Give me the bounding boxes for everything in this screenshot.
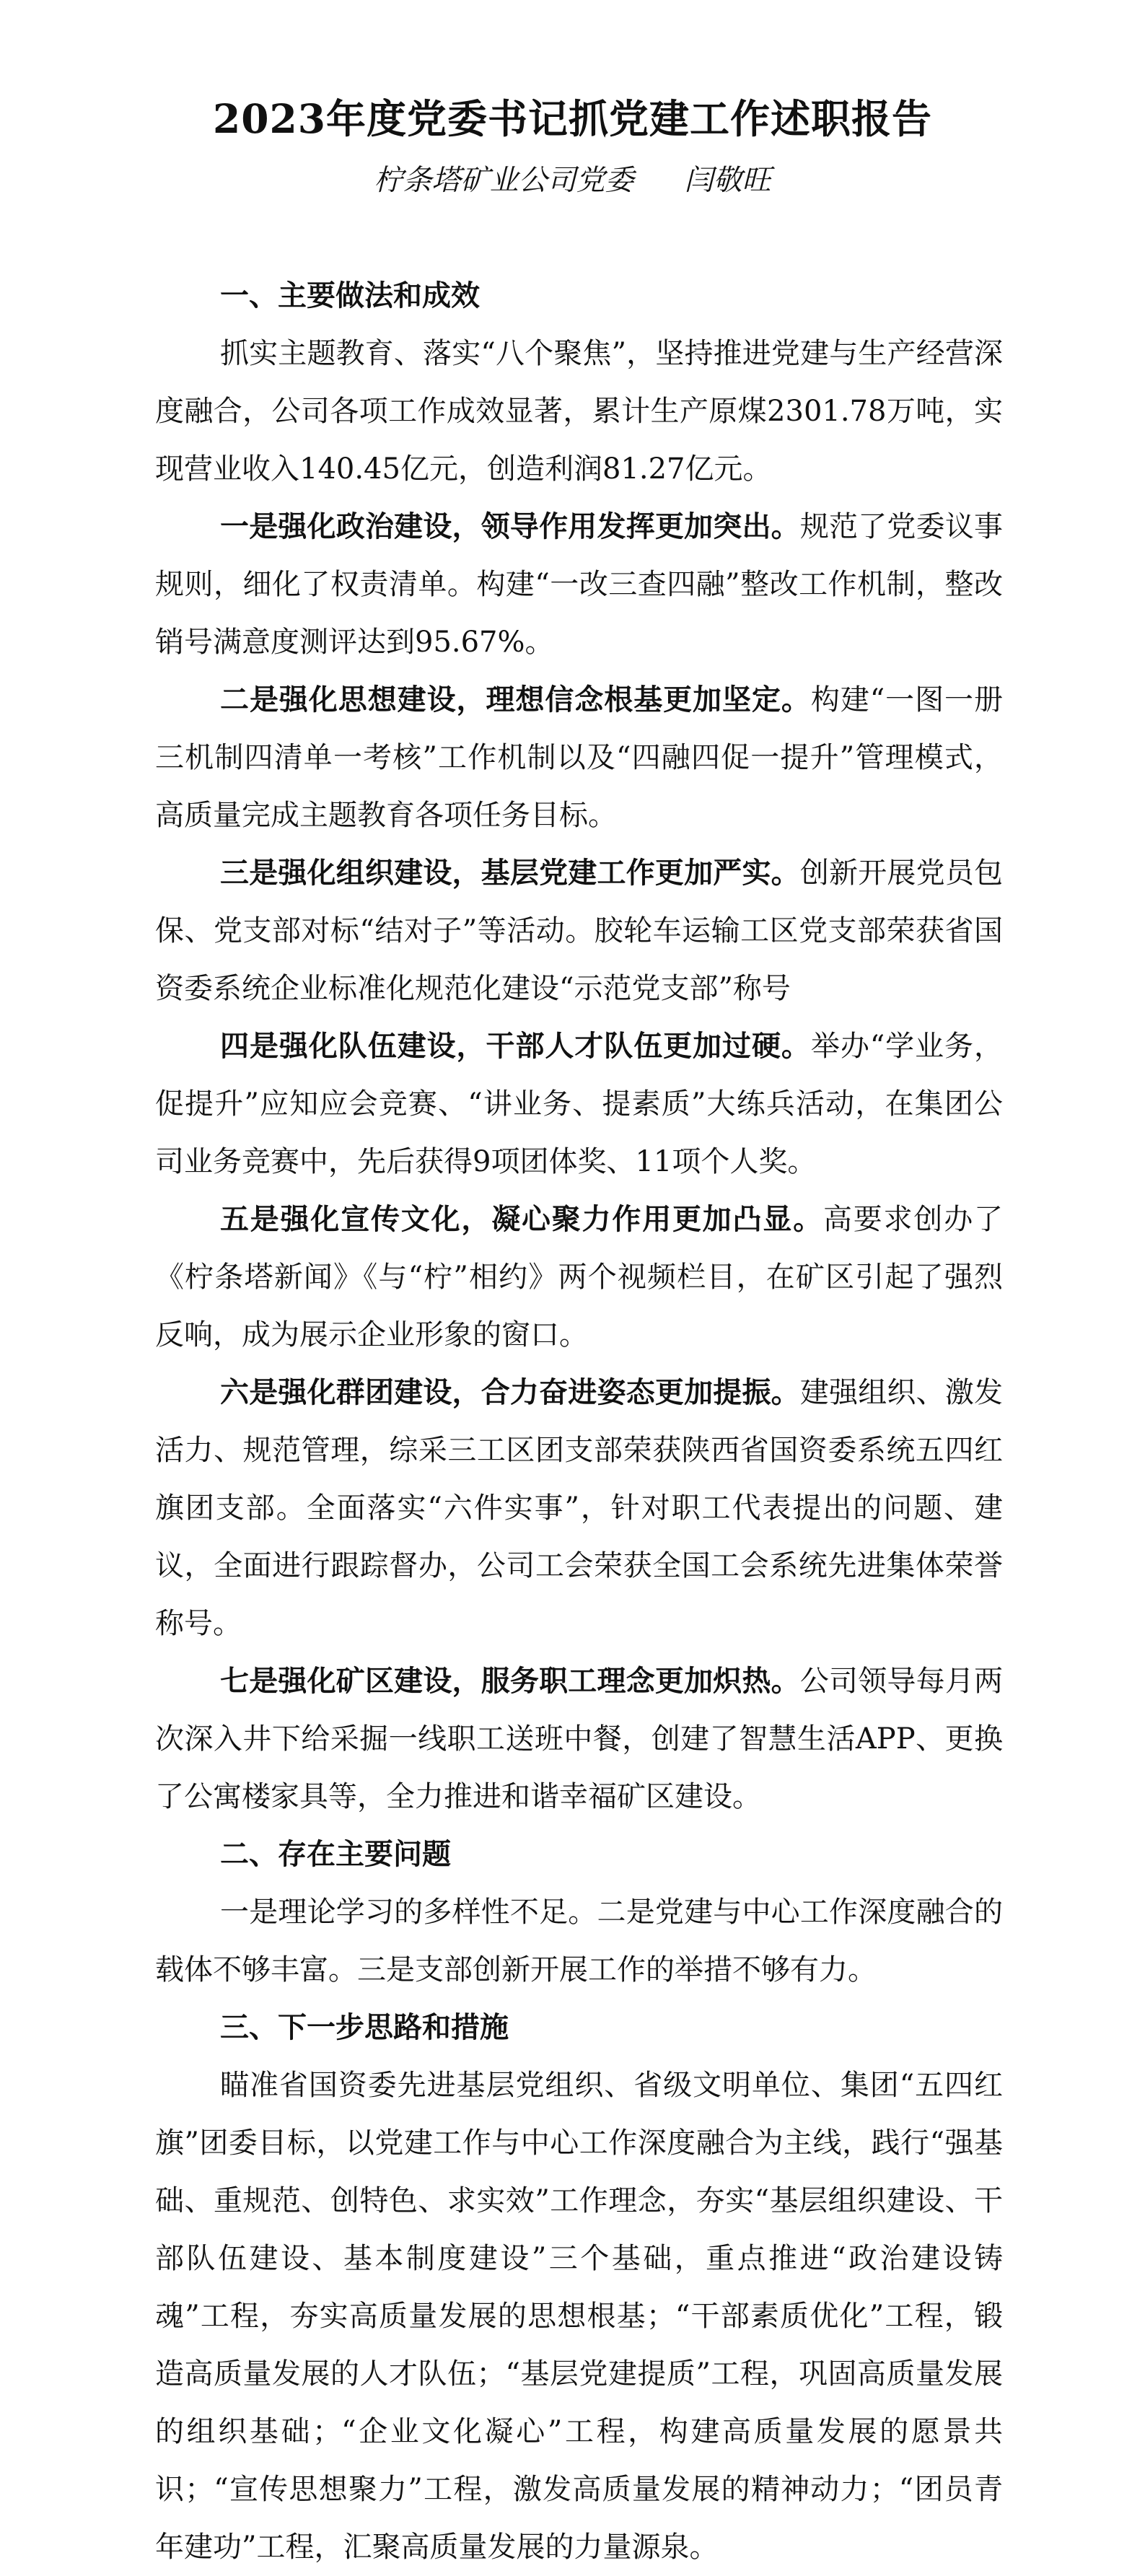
paragraph-item-6 [155,1364,1003,1652]
item-text: 构建“一图一册三机制四清单一考核”工作机制以及“四融四促一提升”管理模式，高质量完成主题教育各项任务目标。 [155,683,1004,832]
item-text: 高要求创办了《柠条塔新闻》《与“柠”相约》两个视频栏目，在矿区引起了强烈反响，成为展示企业形象的窗口。 [155,1203,1004,1351]
section-heading-next-steps: 三、下一步思路和措施 [220,2010,509,2044]
item-lead: 四是强化队伍建设，干部人才队伍更加过硬。 [220,1029,811,1063]
item-lead: 三是强化组织建设，基层党建工作更加严实。 [220,856,800,890]
document-body [155,267,1003,2576]
item-text: 规范了党委议事规则，细化了权责清单。构建“一改三查四融”整改工作机制，整改销号满意度测评达到95.67%。 [155,510,1004,659]
item-text: 公司领导每月两次深入井下给采掘一线职工送班中餐，创建了智慧生活APP、更换了公寓楼家具等，全力推进和谐幸福矿区建设。 [155,1665,1004,1813]
paragraph-item-1 [155,498,1003,671]
paragraph-item-4 [155,1017,1003,1191]
section-heading-achievements: 一、主要做法和成效 [220,279,480,312]
paragraph-problems: 一是理论学习的多样性不足。二是党建与中心工作深度融合的载体不够丰富。三是支部创新开展工作的举措不够有力。 [155,1896,1003,1986]
author-name: 闫敬旺 [684,164,771,197]
item-lead: 二是强化思想建设，理想信念根基更加坚定。 [220,683,811,717]
paragraph-intro: 抓实主题教育、落实“八个聚焦”，坚持推进党建与生产经营深度融合，公司各项工作成效显著，累计生产原煤2301.78万吨，实现营业收入140.45亿元，创造利润81.27亿元。 [155,337,1003,486]
paragraph-item-7 [155,1652,1003,1826]
section-heading-problems: 二、存在主要问题 [220,1837,451,1871]
document-byline [0,159,1145,202]
paragraph-item-2 [155,671,1003,844]
paragraph-next-steps: 瞄准省国资委先进基层党组织、省级文明单位、集团“五四红旗”团委目标，以党建工作与中心工作深度融合为主线，践行“强基础、重规范、创特色、求实效”工作理念，夯实“基层组织建设、干部队伍建设、基本制度建设”三个基础，重点推进“政治建设铸魂”工程，夯实高质量发展的思想根基；“干部素质优化”工程，锻造高质量发展的人才队伍；“基层党建提质”工程，巩固高质量发展的组织基础；“企业文化凝心”工程，构建高质量发展的愿景共识；“宣传思想聚力”工程，激发高质量发展的精神动力；“团员青年建功”工程，汇聚高质量发展的力量源泉。 [155,2069,1003,2564]
document-title: 2023年度党委书记抓党建工作述职报告 [212,95,933,142]
item-text: 创新开展党员包保、党支部对标“结对子”等活动。胶轮车运输工区党支部荣获省国资委系统企业标准化规范化建设“示范党支部”称号 [155,857,1004,1005]
item-lead: 一是强化政治建设，领导作用发挥更加突出。 [220,509,800,543]
item-text: 建强组织、激发活力、规范管理，综采三工区团支部荣获陕西省国资委系统五四红旗团支部。全面落实“六件实事”，针对职工代表提出的问题、建议，全面进行跟踪督办，公司工会荣获全国工会系统先进集体荣誉称号。 [155,1376,1004,1640]
item-lead: 七是强化矿区建设，服务职工理念更加炽热。 [220,1664,800,1698]
paragraph-item-5 [155,1191,1003,1364]
item-lead: 五是强化宣传文化，凝心聚力作用更加凸显。 [220,1202,823,1236]
paragraph-item-3 [155,844,1003,1017]
item-text: 举办“学业务，促提升”应知应会竞赛、“讲业务、提素质”大练兵活动，在集团公司业务竞赛中，先后获得9项团体奖、11项个人奖。 [155,1030,1004,1178]
author-organization: 柠条塔矿业公司党委 [374,164,634,197]
item-lead: 六是强化群团建设，合力奋进姿态更加提振。 [220,1375,800,1409]
